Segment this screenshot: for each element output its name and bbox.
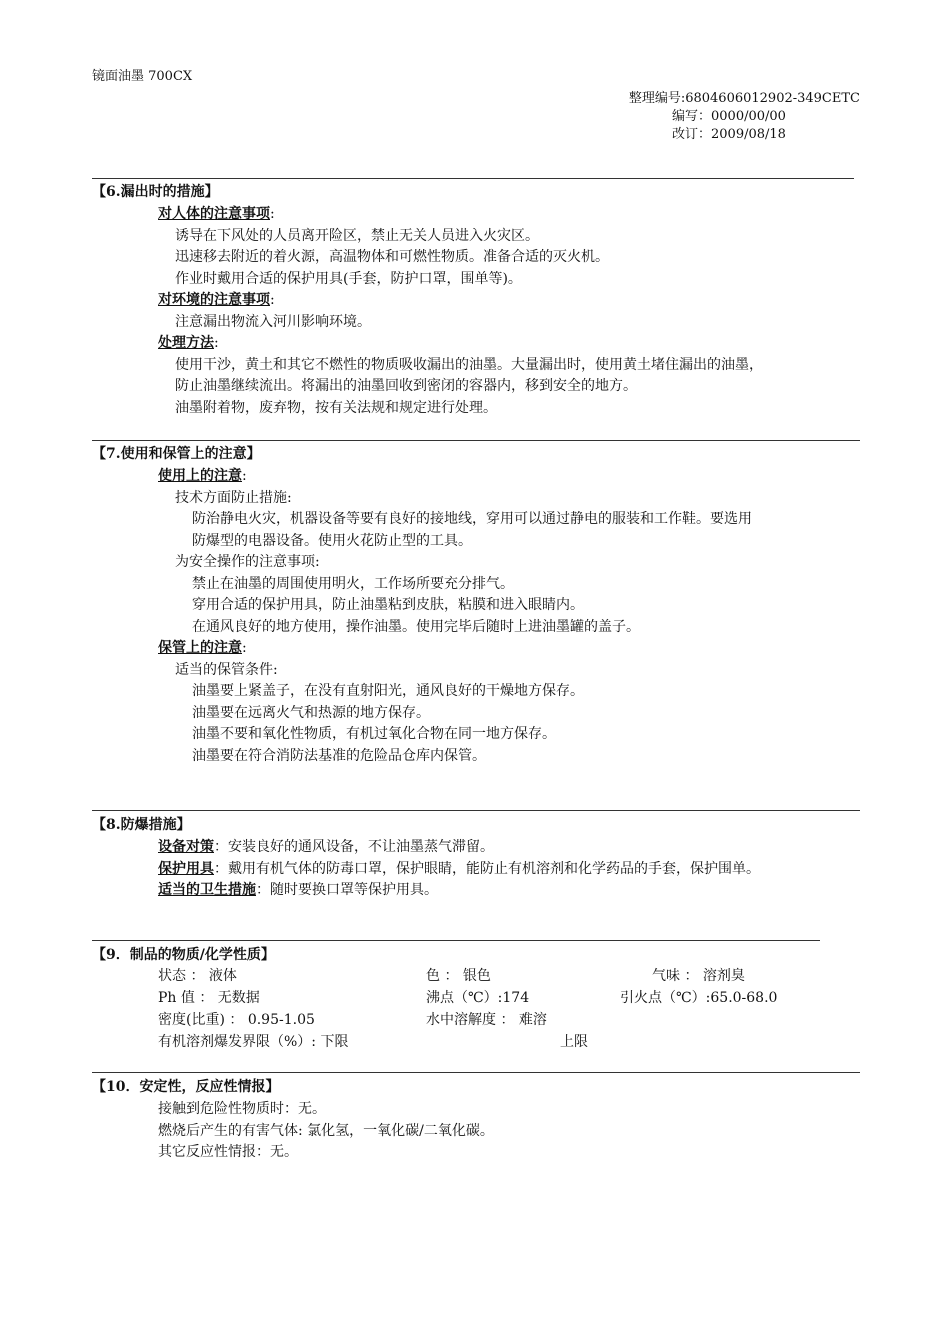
list-item: 使用干沙，黄土和其它不燃性的物质吸收漏出的油墨。大量漏出时，使用黄土堵住漏出的油墨， <box>175 356 763 373</box>
use-heading: 使用上的注意: <box>158 468 247 484</box>
divider <box>92 810 860 811</box>
density-value: 密度(比重) ： 0.95-1.05 <box>158 1012 315 1028</box>
cond-label: 适当的保管条件: <box>175 661 278 678</box>
list-item: 接触到危险性物质时：无。 <box>158 1101 326 1117</box>
section-7-body <box>92 466 752 767</box>
list-item: 防治静电火灾，机器设备等要有良好的接地线，穿用可以通过静电的服装和工作鞋。要选用 <box>192 511 752 527</box>
list-item: 穿用合适的保护用具，防止油墨粘到皮肤，粘膜和进入眼睛内。 <box>192 597 584 613</box>
explosion-limit-lower: 有机溶剂爆发界限（%）: 下限 <box>158 1034 349 1050</box>
human-label: 对人体的注意事项 <box>158 206 270 222</box>
odor-value: 气味 ： 溶剂臭 <box>652 968 745 984</box>
store-heading: 保管上的注意: <box>158 640 247 656</box>
section-10-body <box>92 1099 494 1164</box>
equip-text: 安装良好的通风设备，不让油墨蒸气滞留。 <box>228 839 494 855</box>
solubility-value: 水中溶解度 ： 难溶 <box>426 1012 547 1028</box>
list-item: 防止油墨继续流出。将漏出的油墨回收到密闭的容器内，移到安全的地方。 <box>175 378 637 394</box>
section-8-title: 【8.防爆措施】 <box>92 817 191 833</box>
store-label: 保管上的注意 <box>158 640 242 656</box>
list-item: 迅速移去附近的着火源，高温物体和可燃性物质。准备合适的灭火机。 <box>175 249 609 265</box>
equip-label: 设备对策 <box>158 839 214 855</box>
written-date: 编写：0000/00/00 <box>672 109 786 124</box>
list-item: 燃烧后产生的有害气体: 氯化氢，一氧化碳/二氧化碳。 <box>158 1122 494 1139</box>
divider <box>92 940 820 941</box>
section-9-title: 【9．制品的物质/化学性质】 <box>92 947 275 963</box>
section-10-title: 【10．安定性，反应性情报】 <box>92 1079 280 1095</box>
list-item: 油墨要在远离火气和热源的地方保存。 <box>192 704 430 721</box>
product-name: 镜面油墨 700CX <box>92 69 193 84</box>
list-item: 诱导在下风处的人员离开险区，禁止无关人员进入火灾区。 <box>175 227 539 244</box>
equip-line: 设备对策：安装良好的通风设备，不让油墨蒸气滞留。 <box>158 839 494 855</box>
list-item: 禁止在油墨的周围使用明火，工作场所要充分排气。 <box>192 575 514 592</box>
list-item: 防爆型的电器设备。使用火花防止型的工具。 <box>192 532 472 549</box>
color-value: 色 ： 银色 <box>426 968 491 984</box>
ppe-line: 保护用具：戴用有机气体的防毒口罩，保护眼睛，能防止有机溶剂和化学药品的手套，保护围单。 <box>158 860 760 877</box>
explosion-limit-upper: 上限 <box>560 1034 588 1050</box>
hygiene-line: 适当的卫生措施：随时要换口罩等保护用具。 <box>158 882 438 898</box>
list-item: 油墨不要和氧化性物质，有机过氧化合物在同一地方保存。 <box>192 726 556 742</box>
env-label: 对环境的注意事项 <box>158 292 270 308</box>
safe-label: 为安全操作的注意事项: <box>175 554 320 570</box>
section-6-title: 【6.漏出时的措施】 <box>92 184 219 200</box>
revised-date: 改订：2009/08/18 <box>672 127 786 142</box>
method-heading: 处理方法: <box>158 335 219 351</box>
env-heading: 对环境的注意事项: <box>158 292 275 308</box>
divider <box>92 178 854 179</box>
section-8-body <box>92 837 760 902</box>
list-item: 油墨要在符合消防法基准的危险品仓库内保管。 <box>192 747 486 764</box>
state-value: 状态 ： 液体 <box>158 968 237 984</box>
hygiene-text: 随时要换口罩等保护用具。 <box>270 882 438 898</box>
tech-label: 技术方面防止措施: <box>175 489 292 506</box>
method-label: 处理方法 <box>158 335 214 351</box>
divider <box>92 1072 860 1073</box>
divider <box>92 440 860 441</box>
section-6-body <box>92 204 763 419</box>
flash-point: 引火点（℃）:65.0-68.0 <box>620 990 778 1006</box>
section-7-title: 【7.使用和保管上的注意】 <box>92 446 261 462</box>
ppe-text: 戴用有机气体的防毒口罩，保护眼睛，能防止有机溶剂和化学药品的手套，保护围单。 <box>228 860 760 877</box>
boiling-point: 沸点（℃）:174 <box>426 990 530 1006</box>
hygiene-label: 适当的卫生措施 <box>158 882 256 898</box>
list-item: 作业时戴用合适的保护用具(手套，防护口罩，围单等)。 <box>175 270 522 287</box>
human-heading: 对人体的注意事项: <box>158 206 275 222</box>
list-item: 其它反应性情报：无。 <box>158 1144 298 1160</box>
document-number: 整理编号:6804606012902-349CETC <box>628 91 860 106</box>
list-item: 注意漏出物流入河川影响环境。 <box>175 313 371 330</box>
ppe-label: 保护用具 <box>158 860 214 877</box>
list-item: 在通风良好的地方使用，操作油墨。使用完毕后随时上进油墨罐的盖子。 <box>192 618 640 635</box>
list-item: 油墨要上紧盖子，在没有直射阳光，通风良好的干燥地方保存。 <box>192 683 584 699</box>
ph-value: Ph 值 ： 无数据 <box>158 990 260 1006</box>
use-label: 使用上的注意 <box>158 468 242 484</box>
list-item: 油墨附着物，废弃物，按有关法规和规定进行处理。 <box>175 399 497 416</box>
